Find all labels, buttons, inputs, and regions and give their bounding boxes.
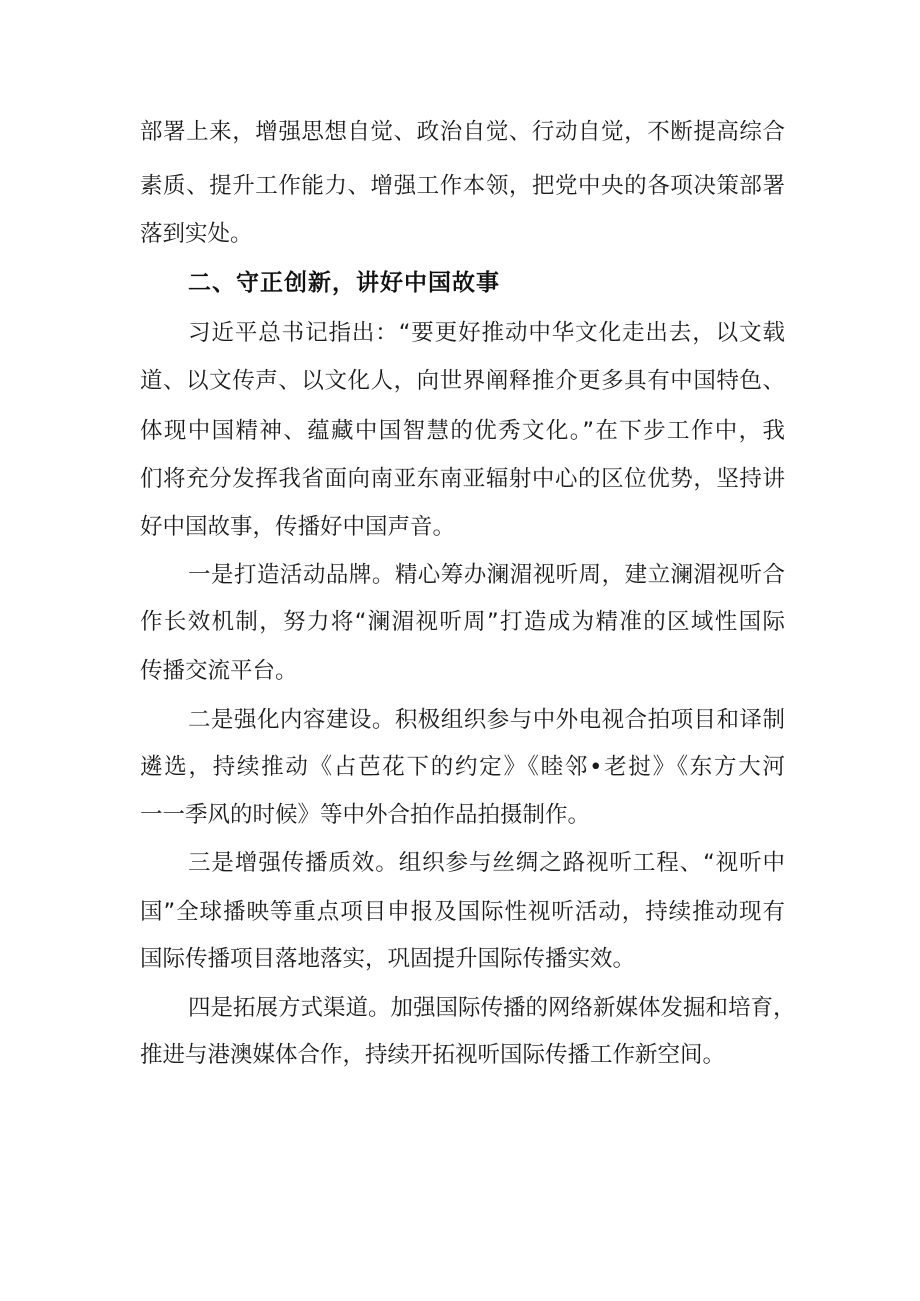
paragraph-line: 一一季风的时候》等中外合拍作品拍摄制作。 <box>140 802 591 828</box>
paragraph-line: 素质、提升工作能力、增强工作本领，把党中央的各项决策部署 <box>140 173 785 199</box>
paragraph-line: 遴选，持续推动《占芭花下的约定》《睦邻•老挝》《东方大河 <box>140 754 785 780</box>
paragraph-line: 作长效机制，努力将“澜湄视听周”打造成为精准的区域性国际 <box>140 609 785 635</box>
paragraph-line: 四是拓展方式渠道。加强国际传播的网络新媒体发掘和培育， <box>188 995 796 1021</box>
paragraph-line: 二是强化内容建设。积极组织参与中外电视合拍项目和译制 <box>188 707 785 733</box>
paragraph-line: 一是打造活动品牌。精心筹办澜湄视听周，建立澜湄视听合 <box>188 562 785 588</box>
paragraph-line: 习近平总书记指出：“要更好推动中华文化走出去，以文载 <box>188 320 785 346</box>
paragraph-line: 体现中国精神、蕴藏中国智慧的优秀文化。”在下步工作中，我 <box>140 418 785 444</box>
paragraph-line: 国”全球播映等重点项目申报及国际性视听活动，持续推动现有 <box>140 899 785 925</box>
paragraph-line: 落到实处。 <box>140 221 253 247</box>
paragraph-line: 道、以文传声、以文化人，向世界阐释推介更多具有中国特色、 <box>140 368 785 394</box>
paragraph-line: 部署上来，增强思想自觉、政治自觉、行动自觉，不断提高综合 <box>140 119 785 145</box>
paragraph-line: 传播交流平台。 <box>140 658 298 684</box>
section-heading: 二、守正创新，讲好中国故事 <box>188 270 500 296</box>
paragraph-line: 们将充分发挥我省面向南亚东南亚辐射中心的区位优势，坚持讲 <box>140 466 785 492</box>
paragraph-line: 三是增强传播质效。组织参与丝绸之路视听工程、“视听中 <box>188 850 785 876</box>
paragraph-line: 好中国故事，传播好中国声音。 <box>140 514 456 540</box>
paragraph-line: 推进与港澳媒体合作，持续开拓视听国际传播工作新空间。 <box>140 1042 726 1068</box>
paragraph-line: 国际传播项目落地落实，巩固提升国际传播实效。 <box>140 946 636 972</box>
